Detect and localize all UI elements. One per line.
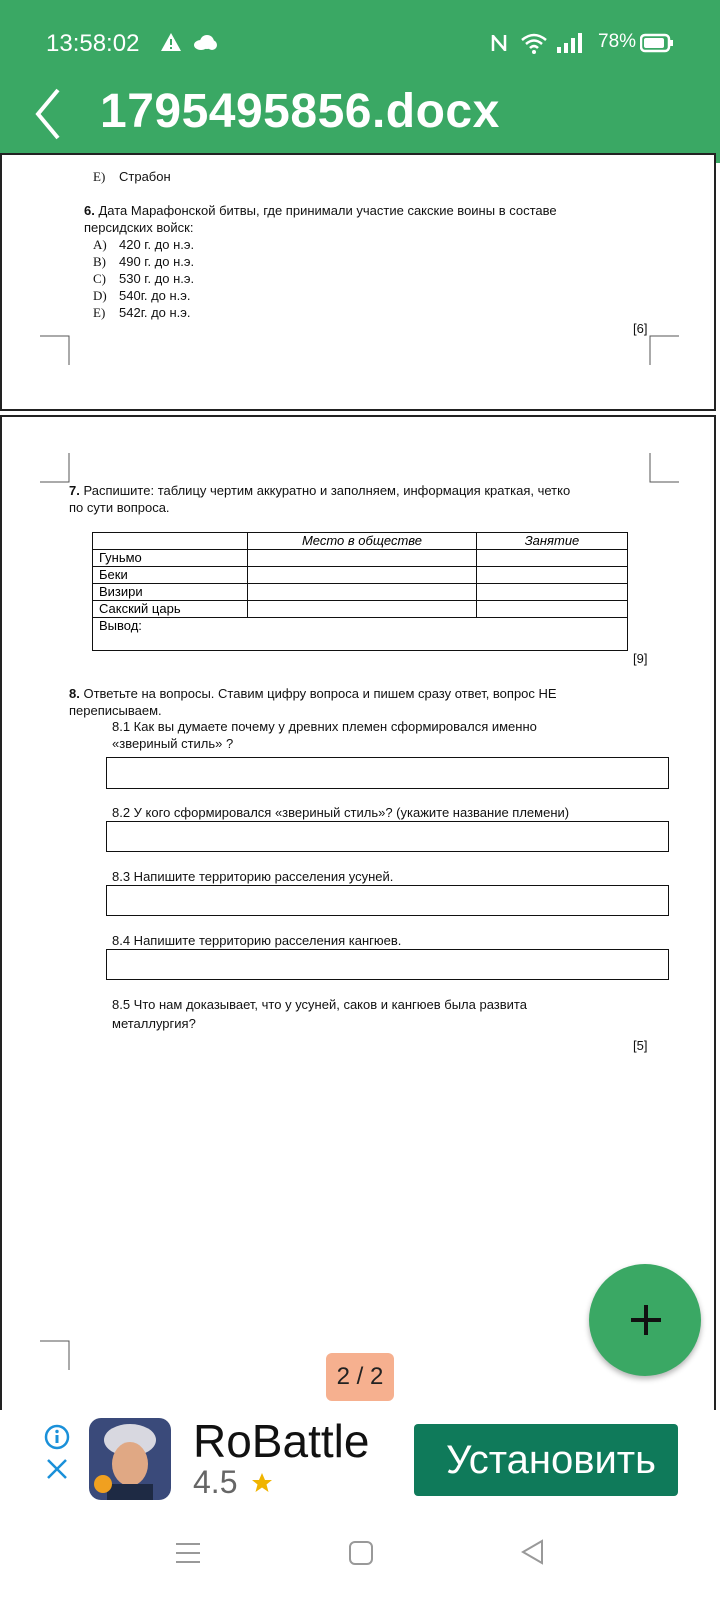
crop-mark	[40, 1340, 70, 1370]
install-button[interactable]	[414, 1424, 678, 1496]
table-cell	[477, 601, 628, 618]
option-text: 540г. до н.э.	[119, 288, 191, 303]
crop-mark	[649, 453, 679, 483]
table-conclusion-cell: Вывод:	[93, 618, 628, 651]
option-text: 542г. до н.э.	[119, 305, 191, 320]
option-text: 420 г. до н.э.	[119, 237, 195, 252]
document-title: 1795495856.docx	[100, 85, 500, 138]
crop-mark	[40, 453, 70, 483]
table-cell: Беки	[93, 567, 248, 584]
option-letter: C)	[93, 271, 106, 286]
battery-percent: 78%	[598, 31, 637, 52]
add-button[interactable]	[589, 1264, 701, 1376]
table-cell	[248, 550, 477, 567]
option-letter: E)	[93, 305, 106, 320]
table-cell	[477, 550, 628, 567]
ad-rating: 4.5	[193, 1464, 238, 1500]
subquestion-text: 8.3 Напишите территорию расселения усуней.	[112, 869, 394, 884]
option-letter: E)	[93, 169, 106, 184]
option-text: Страбон	[119, 169, 171, 184]
close-icon[interactable]	[46, 1458, 68, 1480]
question-7	[69, 483, 570, 498]
subquestion-text: «звериный стиль» ?	[112, 736, 234, 751]
question-8	[69, 686, 557, 701]
plus-icon	[589, 1264, 701, 1376]
question-number: 8.	[69, 686, 80, 701]
crop-mark	[649, 335, 679, 365]
table-header-cell: Место в обществе	[248, 533, 477, 550]
info-icon[interactable]	[44, 1424, 70, 1450]
question-text-cont: переписываем.	[69, 703, 162, 718]
wifi-icon	[520, 31, 548, 55]
install-button-label: Установить	[446, 1438, 656, 1482]
option-letter: B)	[93, 254, 106, 269]
table-header-row	[93, 533, 628, 550]
question-text: Дата Марафонской битвы, где принимали участие сакские воины в составе	[98, 203, 557, 218]
option-letter: D)	[93, 288, 107, 303]
table-cell: Сакский царь	[93, 601, 248, 618]
option-letter: A)	[93, 237, 107, 252]
star-icon	[251, 1472, 273, 1494]
subquestion-text: 8.1 Как вы думаете почему у древних племен сформировался именно	[112, 719, 537, 734]
table-cell	[248, 601, 477, 618]
table-cell	[477, 584, 628, 601]
answer-box	[106, 885, 669, 916]
table-row	[93, 550, 628, 567]
ad-app-name: RoBattle	[193, 1415, 370, 1467]
table-header-cell: Занятие	[477, 533, 628, 550]
table-cell: Гуньмо	[93, 550, 248, 567]
answer-box	[106, 757, 669, 789]
subquestion-text: 8.2 У кого сформировался «звериный стиль»? (укажите название племени)	[112, 805, 570, 820]
back-arrow-icon[interactable]	[30, 86, 70, 142]
back-nav-icon[interactable]	[520, 1538, 546, 1566]
option-text: 490 г. до н.э.	[119, 254, 195, 269]
table-row	[93, 618, 628, 651]
table-cell	[248, 584, 477, 601]
question-text-cont: по сути вопроса.	[69, 500, 170, 515]
table-cell: Визири	[93, 584, 248, 601]
ad-banner[interactable]	[0, 1410, 720, 1510]
nfc-icon	[490, 32, 508, 54]
answer-box	[106, 949, 669, 980]
system-nav-bar	[0, 1510, 720, 1600]
answer-box	[106, 821, 669, 852]
subquestion-text: 8.5 Что нам доказывает, что у усуней, саков и кангюев была развита	[112, 997, 527, 1012]
question-text: Ответьте на вопросы. Ставим цифру вопроса и пишем сразу ответ, вопрос НЕ	[83, 686, 557, 701]
signal-icon	[556, 32, 584, 54]
status-bar	[0, 22, 720, 66]
crop-mark	[40, 335, 70, 365]
menu-icon[interactable]	[174, 1540, 202, 1566]
subquestion-text: 8.4 Напишите территорию расселения кангюев.	[112, 933, 402, 948]
answer-table	[92, 532, 628, 651]
status-time: 13:58:02	[46, 30, 140, 57]
table-cell	[477, 567, 628, 584]
option-text: 530 г. до н.э.	[119, 271, 195, 286]
table-row	[93, 601, 628, 618]
question-6	[84, 203, 557, 218]
document-page-1	[0, 153, 716, 411]
table-row	[93, 584, 628, 601]
warning-icon	[160, 32, 182, 52]
document-viewer[interactable]	[0, 163, 720, 1410]
subquestion-text: металлургия?	[112, 1016, 196, 1031]
question-number: 7.	[69, 483, 80, 498]
score-label: [5]	[633, 1038, 648, 1053]
score-label: [6]	[633, 321, 648, 336]
table-header-cell	[93, 533, 248, 550]
page-indicator: 2 / 2	[326, 1353, 394, 1401]
score-label: [9]	[633, 651, 648, 666]
table-row	[93, 567, 628, 584]
question-text-cont: персидских войск:	[84, 220, 194, 235]
app-header	[0, 0, 720, 163]
table-cell	[248, 567, 477, 584]
home-icon[interactable]	[348, 1540, 374, 1566]
question-number: 6.	[84, 203, 95, 218]
cloud-icon	[192, 34, 218, 50]
app-icon	[89, 1418, 171, 1500]
question-text: Распишите: таблицу чертим аккуратно и заполняем, информация краткая, четко	[83, 483, 571, 498]
battery-icon	[640, 33, 674, 53]
